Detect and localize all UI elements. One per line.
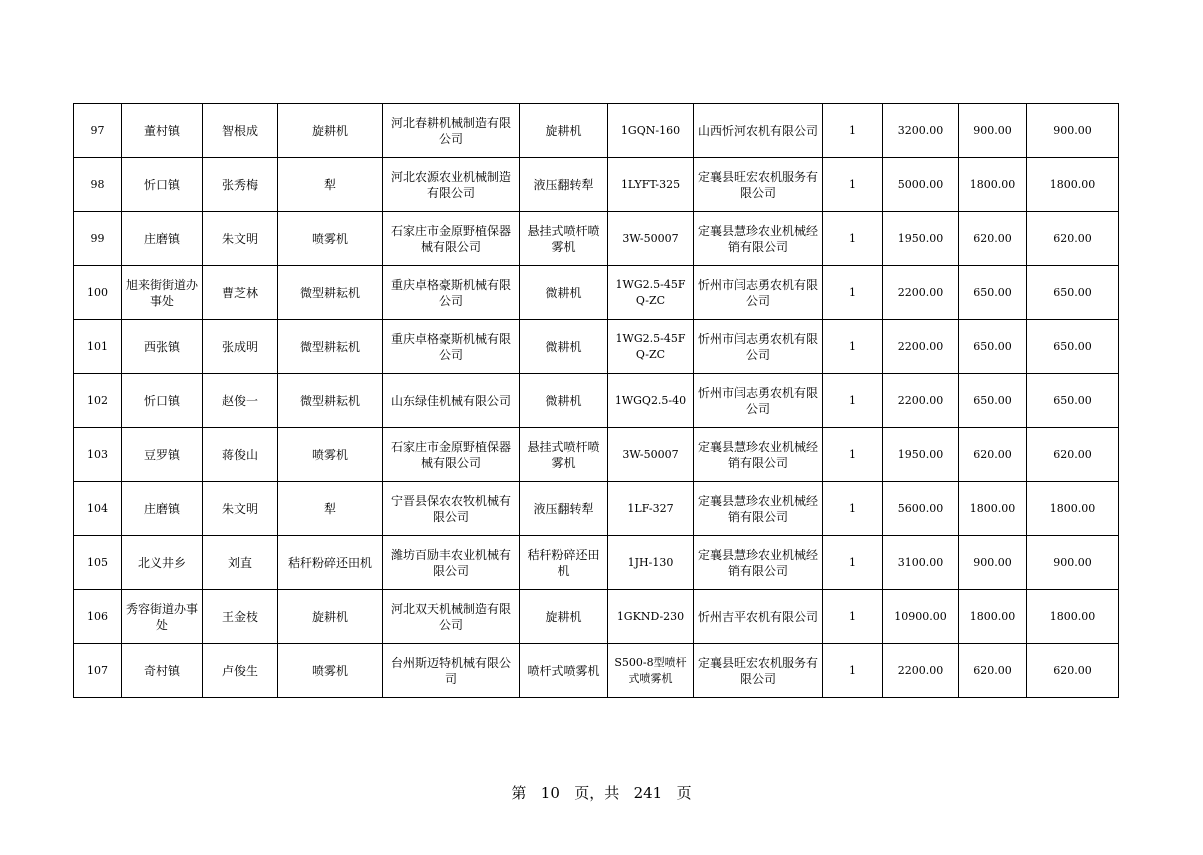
- cell-row-number: 101: [74, 320, 122, 374]
- table-row: [74, 428, 1119, 482]
- cell-township: 奇村镇: [122, 644, 203, 698]
- cell-row-number: 100: [74, 266, 122, 320]
- cell-model: S500-8型喷杆式喷雾机: [608, 644, 694, 698]
- cell-total-subsidy: 900.00: [1027, 536, 1119, 590]
- cell-dealer: 忻州市闫志勇农机有限公司: [694, 266, 823, 320]
- cell-machine-category: 微型耕耘机: [278, 320, 383, 374]
- cell-dealer: 定襄县慧珍农业机械经销有限公司: [694, 536, 823, 590]
- cell-row-number: 99: [74, 212, 122, 266]
- cell-model: 1JH-130: [608, 536, 694, 590]
- cell-machine-category: 微型耕耘机: [278, 374, 383, 428]
- cell-row-number: 105: [74, 536, 122, 590]
- cell-dealer: 忻州市闫志勇农机有限公司: [694, 374, 823, 428]
- footer-page-total: 241: [633, 784, 663, 802]
- cell-sale-price: 3100.00: [883, 536, 959, 590]
- cell-dealer: 定襄县旺宏农机服务有限公司: [694, 158, 823, 212]
- cell-dealer: 忻州市闫志勇农机有限公司: [694, 320, 823, 374]
- cell-sale-price: 2200.00: [883, 644, 959, 698]
- cell-sale-price: 2200.00: [883, 266, 959, 320]
- cell-model: 1WG2.5-45FQ-ZC: [608, 320, 694, 374]
- cell-central-subsidy: 620.00: [959, 212, 1027, 266]
- cell-central-subsidy: 650.00: [959, 374, 1027, 428]
- cell-applicant-name: 朱文明: [203, 482, 278, 536]
- cell-sale-price: 1950.00: [883, 212, 959, 266]
- cell-manufacturer: 重庆卓格豪斯机械有限公司: [383, 320, 520, 374]
- cell-model: 3W-50007: [608, 428, 694, 482]
- cell-sale-price: 5000.00: [883, 158, 959, 212]
- cell-product-name: 液压翻转犁: [520, 158, 608, 212]
- cell-applicant-name: 蒋俊山: [203, 428, 278, 482]
- cell-manufacturer: 宁晋县保农农牧机械有限公司: [383, 482, 520, 536]
- cell-dealer: 定襄县慧珍农业机械经销有限公司: [694, 428, 823, 482]
- cell-township: 庄磨镇: [122, 482, 203, 536]
- cell-manufacturer: 重庆卓格豪斯机械有限公司: [383, 266, 520, 320]
- table-row: [74, 158, 1119, 212]
- table-body: [74, 104, 1119, 698]
- cell-quantity: 1: [823, 104, 883, 158]
- cell-total-subsidy: 1800.00: [1027, 590, 1119, 644]
- cell-row-number: 103: [74, 428, 122, 482]
- cell-total-subsidy: 620.00: [1027, 212, 1119, 266]
- cell-applicant-name: 智根成: [203, 104, 278, 158]
- cell-model: 1WGQ2.5-40: [608, 374, 694, 428]
- cell-row-number: 97: [74, 104, 122, 158]
- cell-applicant-name: 刘直: [203, 536, 278, 590]
- cell-model: 1GKND-230: [608, 590, 694, 644]
- cell-quantity: 1: [823, 212, 883, 266]
- cell-township: 西张镇: [122, 320, 203, 374]
- cell-central-subsidy: 900.00: [959, 536, 1027, 590]
- cell-model: 3W-50007: [608, 212, 694, 266]
- cell-quantity: 1: [823, 158, 883, 212]
- footer-prefix: 第: [511, 784, 527, 802]
- cell-total-subsidy: 620.00: [1027, 428, 1119, 482]
- table-row: [74, 266, 1119, 320]
- cell-township: 忻口镇: [122, 158, 203, 212]
- cell-product-name: 悬挂式喷杆喷雾机: [520, 212, 608, 266]
- cell-product-name: 悬挂式喷杆喷雾机: [520, 428, 608, 482]
- cell-product-name: 液压翻转犁: [520, 482, 608, 536]
- cell-township: 董村镇: [122, 104, 203, 158]
- cell-quantity: 1: [823, 266, 883, 320]
- cell-central-subsidy: 1800.00: [959, 158, 1027, 212]
- cell-central-subsidy: 620.00: [959, 644, 1027, 698]
- cell-quantity: 1: [823, 590, 883, 644]
- cell-sale-price: 10900.00: [883, 590, 959, 644]
- cell-applicant-name: 王金枝: [203, 590, 278, 644]
- table-row: [74, 482, 1119, 536]
- cell-machine-category: 喷雾机: [278, 644, 383, 698]
- cell-quantity: 1: [823, 644, 883, 698]
- cell-product-name: 微耕机: [520, 320, 608, 374]
- cell-manufacturer: 河北双天机械制造有限公司: [383, 590, 520, 644]
- cell-dealer: 定襄县慧珍农业机械经销有限公司: [694, 482, 823, 536]
- cell-applicant-name: 赵俊一: [203, 374, 278, 428]
- cell-total-subsidy: 650.00: [1027, 320, 1119, 374]
- cell-machine-category: 喷雾机: [278, 428, 383, 482]
- cell-manufacturer: 潍坊百励丰农业机械有限公司: [383, 536, 520, 590]
- cell-central-subsidy: 900.00: [959, 104, 1027, 158]
- cell-applicant-name: 曹芝林: [203, 266, 278, 320]
- cell-product-name: 微耕机: [520, 266, 608, 320]
- footer-page-number: 10: [540, 784, 560, 802]
- cell-product-name: 旋耕机: [520, 104, 608, 158]
- cell-machine-category: 喷雾机: [278, 212, 383, 266]
- cell-central-subsidy: 650.00: [959, 320, 1027, 374]
- cell-township: 秀容街道办事处: [122, 590, 203, 644]
- cell-dealer: 山西忻河农机有限公司: [694, 104, 823, 158]
- cell-manufacturer: 台州斯迈特机械有限公司: [383, 644, 520, 698]
- cell-product-name: 旋耕机: [520, 590, 608, 644]
- cell-sale-price: 2200.00: [883, 374, 959, 428]
- cell-product-name: 微耕机: [520, 374, 608, 428]
- cell-dealer: 定襄县慧珍农业机械经销有限公司: [694, 212, 823, 266]
- table-row: [74, 212, 1119, 266]
- cell-machine-category: 秸秆粉碎还田机: [278, 536, 383, 590]
- cell-model: 1LYFT-325: [608, 158, 694, 212]
- cell-row-number: 104: [74, 482, 122, 536]
- cell-dealer: 定襄县旺宏农机服务有限公司: [694, 644, 823, 698]
- cell-model: 1LF-327: [608, 482, 694, 536]
- cell-model: 1WG2.5-45FQ-ZC: [608, 266, 694, 320]
- cell-township: 豆罗镇: [122, 428, 203, 482]
- cell-row-number: 106: [74, 590, 122, 644]
- table-row: [74, 590, 1119, 644]
- cell-quantity: 1: [823, 536, 883, 590]
- table-row: [74, 104, 1119, 158]
- cell-township: 忻口镇: [122, 374, 203, 428]
- cell-total-subsidy: 1800.00: [1027, 482, 1119, 536]
- cell-quantity: 1: [823, 374, 883, 428]
- cell-manufacturer: 山东绿佳机械有限公司: [383, 374, 520, 428]
- cell-product-name: 秸秆粉碎还田机: [520, 536, 608, 590]
- table-row: [74, 536, 1119, 590]
- cell-township: 庄磨镇: [122, 212, 203, 266]
- cell-manufacturer: 石家庄市金原野植保器械有限公司: [383, 212, 520, 266]
- page-footer: [0, 782, 1203, 803]
- subsidy-table: [73, 103, 1119, 698]
- cell-manufacturer: 河北农源农业机械制造有限公司: [383, 158, 520, 212]
- cell-sale-price: 3200.00: [883, 104, 959, 158]
- footer-suffix: 页: [676, 784, 692, 802]
- cell-dealer: 忻州吉平农机有限公司: [694, 590, 823, 644]
- cell-quantity: 1: [823, 428, 883, 482]
- cell-sale-price: 2200.00: [883, 320, 959, 374]
- cell-applicant-name: 张成明: [203, 320, 278, 374]
- cell-applicant-name: 朱文明: [203, 212, 278, 266]
- cell-total-subsidy: 1800.00: [1027, 158, 1119, 212]
- cell-central-subsidy: 1800.00: [959, 590, 1027, 644]
- cell-manufacturer: 石家庄市金原野植保器械有限公司: [383, 428, 520, 482]
- cell-machine-category: 旋耕机: [278, 104, 383, 158]
- cell-total-subsidy: 650.00: [1027, 374, 1119, 428]
- cell-model: 1GQN-160: [608, 104, 694, 158]
- cell-total-subsidy: 620.00: [1027, 644, 1119, 698]
- cell-sale-price: 1950.00: [883, 428, 959, 482]
- cell-central-subsidy: 650.00: [959, 266, 1027, 320]
- table-row: [74, 374, 1119, 428]
- cell-machine-category: 犁: [278, 158, 383, 212]
- footer-mid: 页，共: [574, 784, 620, 802]
- cell-row-number: 107: [74, 644, 122, 698]
- cell-central-subsidy: 1800.00: [959, 482, 1027, 536]
- cell-township: 北义井乡: [122, 536, 203, 590]
- cell-applicant-name: 张秀梅: [203, 158, 278, 212]
- cell-machine-category: 旋耕机: [278, 590, 383, 644]
- cell-township: 旭来街街道办事处: [122, 266, 203, 320]
- cell-sale-price: 5600.00: [883, 482, 959, 536]
- cell-quantity: 1: [823, 482, 883, 536]
- cell-machine-category: 犁: [278, 482, 383, 536]
- cell-row-number: 98: [74, 158, 122, 212]
- cell-machine-category: 微型耕耘机: [278, 266, 383, 320]
- cell-applicant-name: 卢俊生: [203, 644, 278, 698]
- cell-product-name: 喷杆式喷雾机: [520, 644, 608, 698]
- table-row: [74, 644, 1119, 698]
- cell-row-number: 102: [74, 374, 122, 428]
- cell-quantity: 1: [823, 320, 883, 374]
- cell-total-subsidy: 650.00: [1027, 266, 1119, 320]
- cell-central-subsidy: 620.00: [959, 428, 1027, 482]
- cell-manufacturer: 河北春耕机械制造有限公司: [383, 104, 520, 158]
- table-row: [74, 320, 1119, 374]
- cell-total-subsidy: 900.00: [1027, 104, 1119, 158]
